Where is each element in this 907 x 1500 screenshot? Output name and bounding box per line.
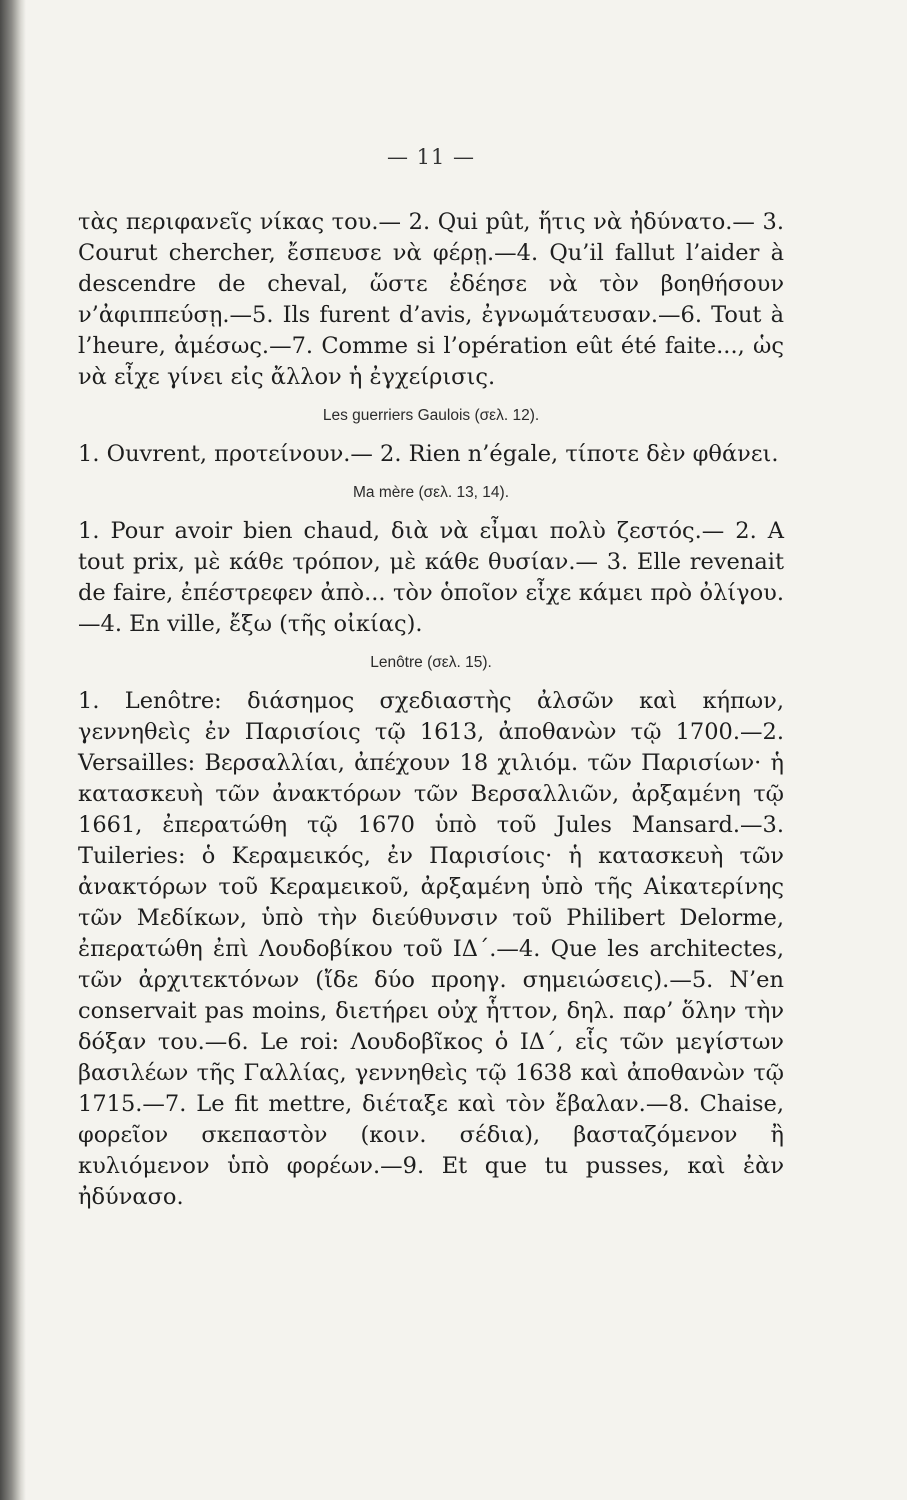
note-paragraph-intro: τὰς περιφανεῖς νίκας του.— 2. Qui pût, ἥτις νὰ ἠδύνατο.— 3. Courut chercher, ἔσπευσε νὰ φέρῃ.—4. Qu’il fallut l’aider à descendre de cheval, ὥστε ἐδέησε νὰ τὸν βοηθήσουν ν’ἀφιππεύσῃ.—5. Ils furent d’avis, ἐγνωμάτευσαν.—6. Tout à l’heure, ἀμέσως.—7. Comme si l’opération eût été faite..., ὡς νὰ εἶχε γίνει εἰς ἄλλον ἡ ἐγχείρισις. [78, 209, 784, 390]
section-heading-guerriers: Les guerriers Gaulois (σελ. 12). [322, 407, 540, 424]
book-page [78, 145, 784, 1213]
note-paragraph-ma-mere: 1. Pour avoir bien chaud, διὰ νὰ εἶμαι πολὺ ζεστός.— 2. A tout prix, μὲ κάθε τρόπον, μὲ κάθε θυσίαν.— 3. Elle revenait de faire, ἐπέστρεφεν ἀπὸ... τὸν ὁποῖον εἶχε κάμει πρὸ ὀλίγου.—4. En ville, ἔξω (τῆς οἰκίας). [78, 518, 784, 637]
note-paragraph-guerriers: 1. Ouvrent, προτείνουν.— 2. Rien n’égale, τίποτε δὲν φθάνει. [78, 441, 779, 467]
book-binding-shadow [0, 0, 26, 1500]
note-paragraph-lenotre: 1. Lenôtre: διάσημος σχεδιαστὴς ἀλσῶν καὶ κήπων, γεννηθεὶς ἐν Παρισίοις τῷ 1613, ἀποθανὼν τῷ 1700.—2. Versailles: Βερσαλλίαι, ἀπέχουν 18 χιλιόμ. τῶν Παρισίων· ἡ κατασκευὴ τῶν ἀνακτόρων τῶν Βερσαλλιῶν, ἀρξαμένη τῷ 1661, ἐπερατώθη τῷ 1670 ὑπὸ τοῦ Jules Mansard.—3. Tuileries: ὁ Κεραμεικός, ἐν Παρισίοις· ἡ κατασκευὴ τῶν ἀνακτόρων τοῦ Κεραμεικοῦ, ἀρξαμένη ὑπὸ τῆς Αἰκατερίνης τῶν Μεδίκων, ὑπὸ τὴν διεύθυνσιν τοῦ Philibert Delorme, ἐπερατώθη ἐπὶ Λουδοβίκου τοῦ ΙΔ΄.—4. Que les architectes, τῶν ἀρχιτεκτόνων (ἴδε δύο προηγ. σημειώσεις).—5. N’en conservait pas moins, διετήρει οὐχ ἧττον, δηλ. παρ’ ὅλην τὴν δόξαν του.—6. Le roi: Λουδοβῖκος ὁ ΙΔ΄, εἷς τῶν μεγίστων βασιλέων τῆς Γαλλίας, γεννηθεὶς τῷ 1638 καὶ ἀποθανὼν τῷ 1715.—7. Le fit mettre, διέταξε καὶ τὸν ἔβαλαν.—8. Chaise, φορεῖον σκεπαστὸν (κοιν. σέδια), βασταζόμενον ἢ κυλιόμενον ὑπὸ φορέων.—9. Et que tu pusses, καὶ ἐὰν ἠδύνασο. [78, 688, 784, 1210]
section-heading-lenotre: Lenôtre (σελ. 15). [370, 654, 492, 671]
page-number: — 11 — [386, 145, 476, 169]
section-heading-ma-mere: Ma mère (σελ. 13, 14). [352, 484, 510, 501]
